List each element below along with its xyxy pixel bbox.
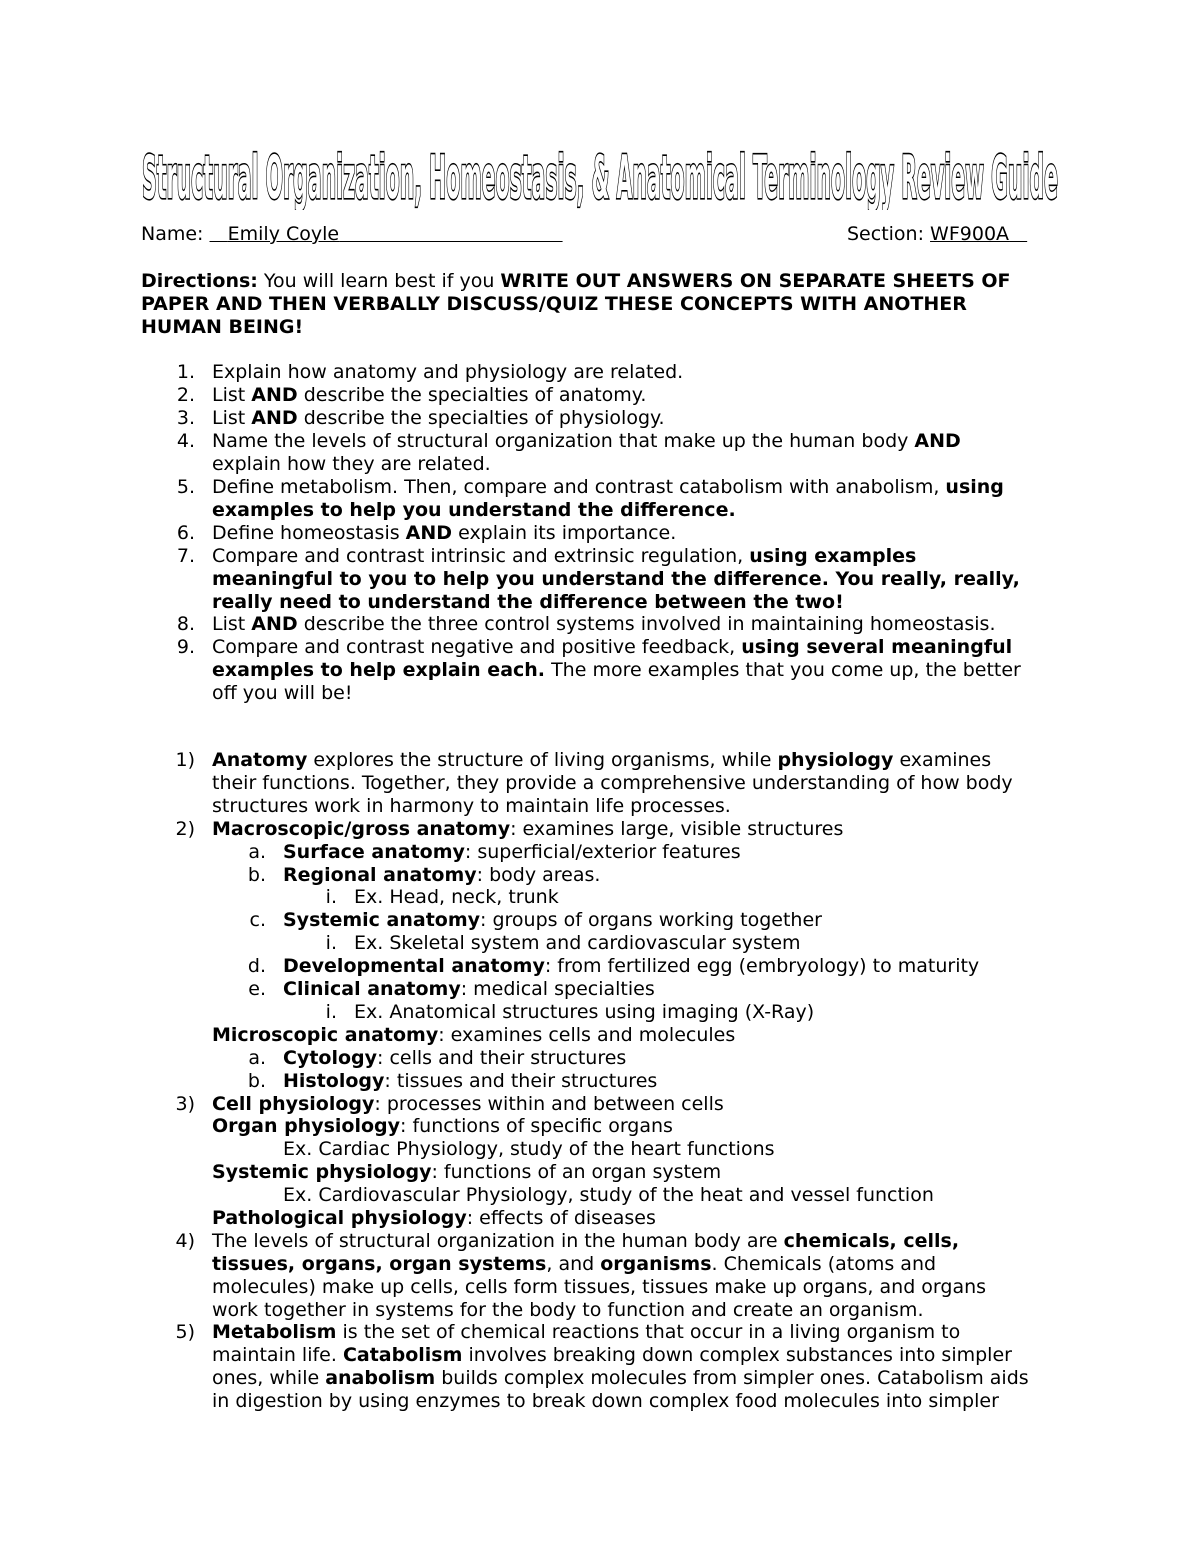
question-text bbox=[212, 407, 665, 430]
sub-letter: d. bbox=[247, 955, 266, 977]
list-number: 3) bbox=[175, 1093, 195, 1115]
answer-text-cont: in digestion by using enzymes to break down complex food molecules into simpler bbox=[212, 1390, 999, 1412]
text-run: Compare and contrast negative and positive feedback, bbox=[212, 636, 742, 658]
text-run: List bbox=[212, 407, 252, 429]
bold-run: Cell physiology bbox=[212, 1093, 375, 1115]
text-run: examines bbox=[893, 749, 992, 771]
text-run: explain its importance. bbox=[452, 522, 677, 544]
sub-item bbox=[283, 978, 655, 1001]
directions-emphasis: WRITE OUT ANSWERS ON SEPARATE SHEETS OF bbox=[500, 270, 1011, 292]
answer-text-cont: molecules) make up cells, cells form tissues, tissues make up organs, and organs bbox=[212, 1276, 987, 1298]
list-number: 2. bbox=[176, 384, 195, 406]
question-text: Explain how anatomy and physiology are related. bbox=[212, 361, 684, 383]
sub-item bbox=[283, 909, 822, 932]
list-number: 5) bbox=[175, 1321, 195, 1343]
text-run: List bbox=[212, 384, 252, 406]
text-run: : body areas. bbox=[476, 864, 601, 886]
list-number: 1) bbox=[175, 749, 195, 771]
answer-text-cont: their functions. Together, they provide a comprehensive understanding of how body bbox=[212, 772, 1013, 794]
sub-letter: e. bbox=[248, 978, 266, 1000]
sub-roman: i. bbox=[325, 1001, 337, 1023]
text-run: : effects of diseases bbox=[466, 1207, 656, 1229]
text-run: describe the three control systems involved in maintaining homeostasis. bbox=[297, 613, 996, 635]
question-text bbox=[212, 430, 961, 453]
directions-line-3: HUMAN BEING! bbox=[141, 316, 304, 338]
text-run: is the set of chemical reactions that occur in a living organism to bbox=[336, 1321, 961, 1343]
list-number: 5. bbox=[176, 476, 195, 498]
example-text: Ex. Cardiovascular Physiology, study of the heat and vessel function bbox=[283, 1184, 934, 1206]
bold-run: Macroscopic/gross anatomy bbox=[212, 818, 511, 840]
bold-run: Cytology bbox=[283, 1047, 378, 1069]
directions-text: You will learn best if you bbox=[257, 270, 501, 292]
text-run: Define metabolism. Then, compare and contrast catabolism with anabolism, bbox=[212, 476, 946, 498]
name-section-row bbox=[141, 223, 1059, 246]
question-text-cont bbox=[212, 659, 1021, 682]
text-run: : superficial/exterior features bbox=[464, 841, 741, 863]
bold-run: Metabolism bbox=[212, 1321, 337, 1343]
question-text-cont: explain how they are related. bbox=[212, 453, 491, 475]
sub-letter: a. bbox=[248, 841, 266, 863]
bold-run: Surface anatomy bbox=[283, 841, 465, 863]
answer-text-cont: work together in systems for the body to function and create an organism. bbox=[212, 1299, 924, 1321]
text-run: describe the specialties of physiology. bbox=[297, 407, 665, 429]
bold-run: AND bbox=[914, 430, 961, 452]
text-run: involves breaking down complex substances into simpler bbox=[462, 1344, 1012, 1366]
answer-text-cont bbox=[212, 1367, 1029, 1390]
list-number: 6. bbox=[176, 522, 195, 544]
answer-text-cont bbox=[212, 1207, 656, 1230]
bold-run: Systemic physiology bbox=[212, 1161, 432, 1183]
answer-text bbox=[212, 818, 843, 841]
document-title bbox=[141, 140, 1059, 210]
answer-text bbox=[212, 749, 991, 772]
sub-letter: c. bbox=[249, 909, 266, 931]
directions-line-2: PAPER AND THEN VERBALLY DISCUSS/QUIZ THESE CONCEPTS WITH ANOTHER bbox=[141, 293, 967, 315]
text-run: : processes within and between cells bbox=[374, 1093, 724, 1115]
list-number: 7. bbox=[176, 545, 195, 567]
sub-letter: a. bbox=[248, 1047, 266, 1069]
question-text bbox=[212, 613, 996, 636]
bold-run: AND bbox=[251, 613, 298, 635]
list-number: 3. bbox=[176, 407, 195, 429]
bold-run: using several meaningful bbox=[741, 636, 1013, 658]
question-text bbox=[212, 545, 916, 568]
question-text-cont: meaningful to you to help you understand the difference. You really, really, bbox=[212, 568, 1020, 590]
section-value: WF900A bbox=[930, 223, 1010, 245]
section-label: Section: bbox=[847, 223, 924, 245]
text-run: : functions of an organ system bbox=[431, 1161, 722, 1183]
answer-text bbox=[212, 1230, 959, 1253]
list-number: 9. bbox=[176, 636, 195, 658]
bold-run: organisms bbox=[600, 1253, 712, 1275]
bold-run: Regional anatomy bbox=[283, 864, 477, 886]
sub-item bbox=[283, 955, 979, 978]
answer-text-cont bbox=[212, 1115, 673, 1138]
bold-run: Systemic anatomy bbox=[283, 909, 481, 931]
bold-run: Catabolism bbox=[342, 1344, 463, 1366]
list-number: 2) bbox=[175, 818, 195, 840]
sub-sub-item: Ex. Skeletal system and cardiovascular system bbox=[354, 932, 801, 954]
text-run: Define homeostasis bbox=[212, 522, 406, 544]
bold-run: AND bbox=[251, 407, 298, 429]
text-run: , and bbox=[546, 1253, 601, 1275]
name-label: Name: bbox=[141, 223, 204, 245]
sub-sub-item: Ex. Anatomical structures using imaging (X-Ray) bbox=[354, 1001, 815, 1023]
bold-run: Pathological physiology bbox=[212, 1207, 467, 1229]
sub-sub-item: Ex. Head, neck, trunk bbox=[354, 886, 559, 908]
text-run: Compare and contrast intrinsic and extrinsic regulation, bbox=[212, 545, 750, 567]
sub-letter: b. bbox=[247, 1070, 266, 1092]
text-run: : cells and their structures bbox=[377, 1047, 627, 1069]
bold-run: tissues, organs, organ systems bbox=[212, 1253, 547, 1275]
question-text-cont: examples to help you understand the difference. bbox=[212, 499, 736, 521]
text-run: : examines cells and molecules bbox=[438, 1024, 736, 1046]
section-group bbox=[847, 223, 1027, 246]
list-number: 4) bbox=[175, 1230, 195, 1252]
name-field[interactable] bbox=[210, 223, 563, 245]
bold-run: physiology bbox=[777, 749, 894, 771]
text-run: Name the levels of structural organization that make up the human body bbox=[212, 430, 915, 452]
answer-text-cont bbox=[212, 1253, 936, 1276]
section-field[interactable] bbox=[930, 223, 1027, 245]
text-run: : groups of organs working together bbox=[480, 909, 822, 931]
sub-roman: i. bbox=[325, 886, 337, 908]
text-run: : functions of specific organs bbox=[400, 1115, 673, 1137]
bold-run: AND bbox=[251, 384, 298, 406]
question-text bbox=[212, 384, 646, 407]
answer-text-cont bbox=[212, 1024, 735, 1047]
bold-run: examples to help explain each. bbox=[212, 659, 546, 681]
sub-roman: i. bbox=[325, 932, 337, 954]
answer-text-cont: structures work in harmony to maintain life processes. bbox=[212, 795, 731, 817]
text-run: List bbox=[212, 613, 252, 635]
title-text: Structural Organization, Homeostasis, & Anatomical Terminology Review Guide bbox=[142, 143, 1058, 210]
text-run: explores the structure of living organisms, while bbox=[307, 749, 778, 771]
bold-run: AND bbox=[405, 522, 453, 544]
list-number: 1. bbox=[176, 361, 195, 383]
bold-run: Developmental anatomy bbox=[283, 955, 545, 977]
directions-line-1 bbox=[141, 270, 1011, 293]
question-text bbox=[212, 522, 676, 545]
title-wordart bbox=[141, 140, 1059, 210]
bold-run: Histology bbox=[283, 1070, 385, 1092]
text-run: . Chemicals (atoms and bbox=[711, 1253, 937, 1275]
text-run: : examines large, visible structures bbox=[510, 818, 844, 840]
sub-item bbox=[283, 864, 600, 887]
bold-run: using examples bbox=[749, 545, 917, 567]
answer-text bbox=[212, 1093, 724, 1116]
text-run: maintain life. bbox=[212, 1344, 343, 1366]
directions-label: Directions: bbox=[141, 270, 258, 292]
question-text bbox=[212, 636, 1012, 659]
list-number: 8. bbox=[176, 613, 195, 635]
bold-run: anabolism bbox=[325, 1367, 436, 1389]
question-text-cont: really need to understand the difference between the two! bbox=[212, 591, 844, 613]
answer-text bbox=[212, 1321, 960, 1344]
bold-run: Microscopic anatomy bbox=[212, 1024, 439, 1046]
text-run: The more examples that you come up, the better bbox=[545, 659, 1021, 681]
question-text-cont: off you will be! bbox=[212, 682, 353, 704]
sub-letter: b. bbox=[247, 864, 266, 886]
text-run: ones, while bbox=[212, 1367, 326, 1389]
text-run: describe the specialties of anatomy. bbox=[297, 384, 647, 406]
name-value: Emily Coyle bbox=[227, 223, 340, 245]
list-number: 4. bbox=[176, 430, 195, 452]
bold-run: Organ physiology bbox=[212, 1115, 401, 1137]
sub-item bbox=[283, 1070, 657, 1093]
bold-run: using bbox=[945, 476, 1004, 498]
text-run: : from fertilized egg (embryology) to maturity bbox=[544, 955, 980, 977]
text-run: : tissues and their structures bbox=[384, 1070, 658, 1092]
bold-run: chemicals, cells, bbox=[783, 1230, 960, 1252]
sub-item bbox=[283, 1047, 626, 1070]
example-text: Ex. Cardiac Physiology, study of the heart functions bbox=[283, 1138, 775, 1160]
text-run: : medical specialties bbox=[460, 978, 655, 1000]
bold-run: Anatomy bbox=[212, 749, 308, 771]
text-run: The levels of structural organization in the human body are bbox=[212, 1230, 784, 1252]
bold-run: Clinical anatomy bbox=[283, 978, 461, 1000]
answer-text-cont bbox=[212, 1161, 721, 1184]
question-text bbox=[212, 476, 1004, 499]
answer-text-cont bbox=[212, 1344, 1012, 1367]
sub-item bbox=[283, 841, 741, 864]
text-run: builds complex molecules from simpler ones. Catabolism aids bbox=[435, 1367, 1029, 1389]
